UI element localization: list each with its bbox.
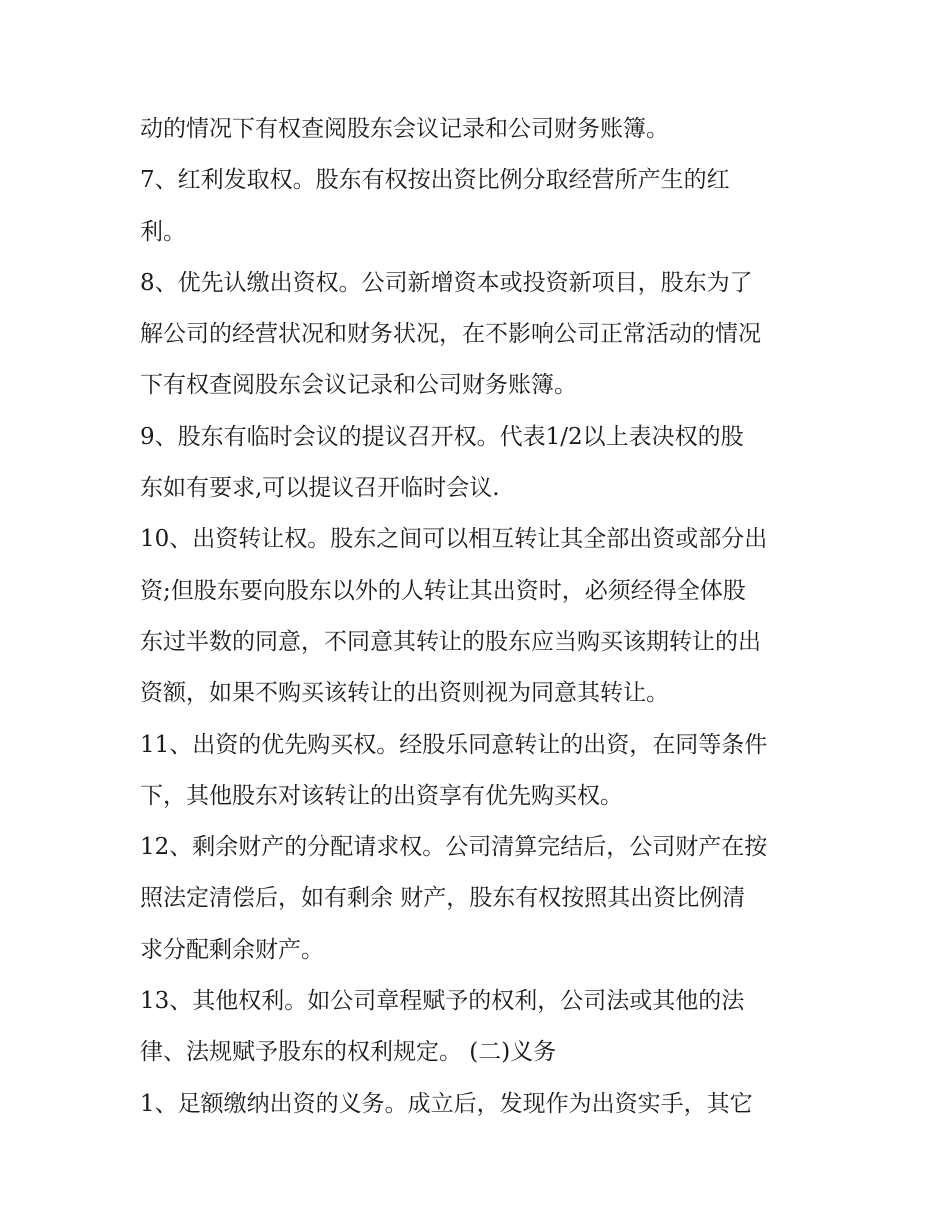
text-line: 资额，如果不购买该转让的出资则视为同意其转让。 [140, 680, 669, 707]
text-line: 动的情况下有权查阅股东会议记录和公司财务账簿。 [140, 116, 669, 142]
text-line: 东过半数的同意，不同意其转让的股东应当购买该期转让的出 [140, 628, 761, 655]
text-line: 1、足额缴纳出资的义务。成立后，发现作为出资实手，其它 [140, 1090, 753, 1117]
text-line: 东如有要求,可以提议召开临时会议. [140, 475, 500, 502]
text-line: 11、出资的优先购买权。经股乐同意转让的出资，在同等条件 [140, 731, 768, 758]
text-line: 8、优先认缴出资权。公司新增资本或投资新项目，股东为了 [140, 269, 753, 296]
text-line: 7、红利发取权。股东有权按出资比例分取经营所产生的红 [140, 167, 730, 194]
text-line: 求分配剩余财产。 [140, 936, 324, 963]
text-line: 资;但股东要向股东以外的人转让其出资时，必须经得全体股 [140, 577, 746, 604]
text-line: 解公司的经营状况和财务状况，在不影响公司正常活动的情况 [140, 321, 761, 348]
text-line: 12、剩余财产的分配请求权。公司清算完结后，公司财产在按 [140, 834, 768, 861]
text-line: 利。 [140, 218, 186, 245]
text-line: 下，其他股东对该转让的出资享有优先购买权。 [140, 782, 623, 809]
text-line: 10、出资转让权。股东之间可以相互转让其全部出资或部分出 [140, 526, 768, 553]
text-line: 律、法规赋予股东的权利规定。 (二)义务 [140, 1039, 557, 1066]
body-text [140, 104, 820, 1130]
text-line: 13、其他权利。如公司章程赋予的权利，公司法或其他的法 [140, 988, 745, 1015]
text-line: 照法定清偿后，如有剩余 财产，股东有权按照其出资比例清 [140, 885, 746, 912]
text-line: 9、股东有临时会议的提议召开权。代表1/2以上表决权的股 [140, 423, 744, 450]
text-line: 下有权查阅股东会议记录和公司财务账簿。 [140, 372, 577, 399]
